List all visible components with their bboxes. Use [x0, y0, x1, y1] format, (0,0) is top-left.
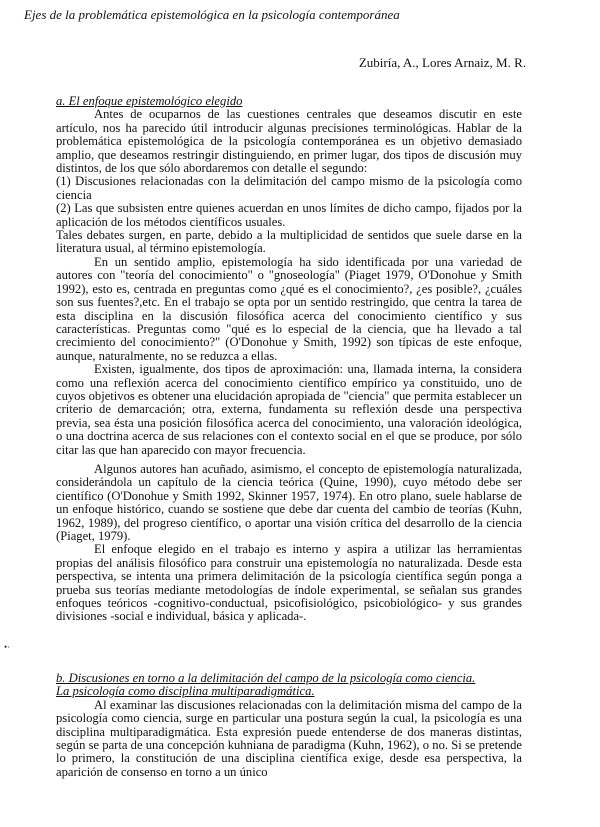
paragraph: (1) Discusiones relacionadas con la delimitación del campo mismo de la psicología como ciencia — [56, 174, 522, 202]
section-a-heading: a. El enfoque epistemológico elegido — [56, 94, 243, 108]
section-b-heading-line1: b. Discusiones en torno a la delimitación del campo de la psicología como ciencia. — [56, 671, 476, 685]
paragraph: Tales debates surgen, en parte, debido a la multiplicidad de sentidos que suele darse en la literatura usual, al término epistemología. — [56, 228, 522, 256]
paragraph: Antes de ocuparnos de las cuestiones centrales que deseamos discutir en este artículo, nos ha parecido útil introducir algunas precisiones terminológicas. Hablar de la problemática epistemológica de la psicología contemporánea es un objetivo demasiado amplio, que deseamos restringir distinguiendo, en primer lugar, dos tipos de discusión muy distintos, de los que sólo abordaremos con detalle el segundo: — [56, 107, 522, 176]
paragraph: (2) Las que subsisten entre quienes acuerdan en unos límites de dicho campo, fijados por la aplicación de los métodos científicos usuales. — [56, 201, 522, 229]
running-title: Ejes de la problemática epistemológica en la psicología contemporánea — [24, 7, 400, 22]
section-a — [56, 95, 522, 624]
paragraph: En un sentido amplio, epistemología ha sido identificada por una variedad de autores con "teoría del conocimiento" o "gnoseología" (Piaget 1979, O'Donohue y Smith 1992), esto es, centrada en preguntas como ¿qué es el conocimiento?, ¿es posible?, ¿cuáles son sus fuentes?,etc. En el trabajo se opta por un sentido restringido, que centra la tarea de esta disciplina en la discusión filosófica acerca del conocimiento científico y sus características. Preguntas como "qué es lo especial de la ciencia, que ha llevado a tal crecimiento del conocimiento?" (O'Donohue y Smith, 1992) son típicas de este enfoque, aunque, naturalmente, no se reduzca a ellas. — [56, 254, 522, 363]
paragraph: Algunos autores han acuñado, asimismo, el concepto de epistemología naturalizada, considerándola un capítulo de la ciencia teórica (Quine, 1990), cuyo método debe ser científico (O'Donohue y Smith 1992, Skinner 1957, 1974). En otro plano, suele hablarse de un enfoque histórico, cuando se sostiene que debe dar cuenta del cambio de teorías (Kuhn, 1962, 1989), del progreso científico, o aportar una visión crítica del desarrollo de la ciencia (Piaget, 1979). — [56, 461, 522, 543]
paragraph: Existen, igualmente, dos tipos de aproximación: una, llamada interna, la considera como una reflexión acerca del conocimiento científico empírico ya constituido, uno de cuyos objetivos es obtener una elucidación apropiada de "ciencia" que permita establecer un criterio de demarcación; otra, externa, fundamenta su reflexión desde una perspectiva previa, sea ésta una posición filosófica acerca del conocimiento, una valoración ideológica, o una doctrina acerca de sus relaciones con el contexto social en el que se produce, por sólo citar las que han aparecido con mayor frecuencia. — [56, 362, 522, 457]
margin-mark: •· — [4, 642, 11, 652]
authors-line: Zubiría, A., Lores Arnaiz, M. R. — [358, 55, 526, 70]
section-b — [56, 672, 522, 779]
paragraph: Al examinar las discusiones relacionadas con la delimitación misma del campo de la psicología como ciencia, surge en particular una postura según la cual, la psicología es una disciplina multiparadigmática. Esta expresión puede entenderse de dos maneras distintas, según se parta de una concepción kuhniana de paradigma (Kuhn, 1962), o no. Si se pretende lo primero, la constitución de una disciplina científica exige, desde esa perspectiva, la aparición de consenso en torno a un único — [56, 697, 522, 779]
section-b-heading-line2: La psicología como disciplina multiparadigmática. — [56, 684, 315, 699]
paragraph: El enfoque elegido en el trabajo es interno y aspira a utilizar las herramientas propias del análisis filosófico para construir una epistemología no naturalizada. Desde esta perspectiva, se intenta una primera delimitación de la psicología científica según ponga a prueba sus teorías mediante metodologías de índole experimental, se señalan sus grandes enfoques teóricos -cognitivo-conductual, psicofisiológico, psicobiológico- y sus grandes divisiones -social e individual, básica y aplicada-. — [56, 542, 522, 624]
